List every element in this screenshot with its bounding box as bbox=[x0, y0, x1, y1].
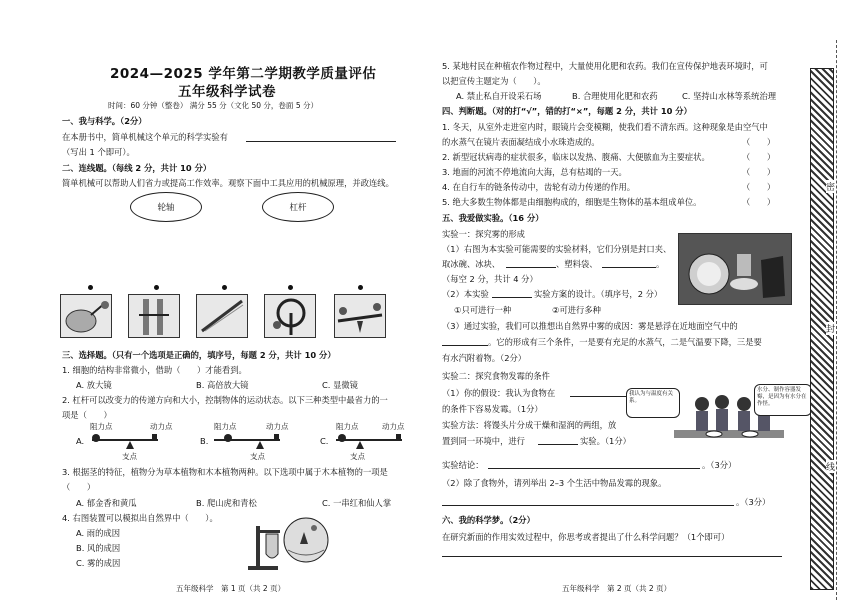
connect-dot[interactable] bbox=[288, 285, 293, 290]
section-3-heading: 三、选择题。（只有一个选项是正确的，填序号，每题 2 分，共计 10 分） bbox=[62, 350, 336, 360]
connect-dot[interactable] bbox=[222, 285, 227, 290]
fog-experiment-photo bbox=[678, 233, 792, 305]
exp2-blank-2[interactable] bbox=[538, 444, 578, 445]
judge-answer-5[interactable]: （ ） bbox=[742, 197, 776, 207]
lever-diagram-a bbox=[90, 432, 160, 450]
judge-answer-2[interactable]: （ ） bbox=[742, 152, 776, 162]
section-2-heading: 二、连线题。（每线 2 分，共计 10 分） bbox=[62, 163, 212, 173]
lever-diagram-b bbox=[212, 432, 282, 450]
q5-option-b[interactable]: B. 合理使用化肥和农药 bbox=[572, 91, 658, 101]
page-2 bbox=[430, 0, 807, 609]
q1-option-b[interactable]: B. 高倍放大镜 bbox=[196, 380, 249, 390]
q5-option-c[interactable]: C. 坚持山水林等系统治理 bbox=[682, 91, 777, 101]
exp1-q2-blank[interactable] bbox=[492, 297, 532, 298]
q5-option-a[interactable]: A. 禁止私自开设采石场 bbox=[456, 91, 542, 101]
judge-item-2: 2. 新型冠状病毒的症状很多，临床以发热、腹痛、大便脓血为主要症状。 bbox=[442, 152, 710, 162]
exp1-blank-2[interactable] bbox=[602, 267, 656, 268]
q3-stem: 3. 根据茎的特征，植物分为草本植物和木本植物两种。以下选项中属于木本植物的一项是 bbox=[62, 467, 388, 477]
s1-answer-line[interactable] bbox=[246, 141, 396, 142]
section-1-heading: 一、我与科学。（2分） bbox=[62, 116, 147, 126]
s1-line1: 在本册书中，简单机械这个单元的科学实验有 bbox=[62, 132, 228, 142]
page-1-footer: 五年级科学 第 1 页（共 2 页） bbox=[176, 584, 286, 593]
oval-wheel-axle[interactable]: 轮轴 bbox=[130, 192, 202, 222]
exp1-title: 实验一：探究雾的形成 bbox=[442, 229, 525, 239]
s6-answer-blank[interactable] bbox=[442, 556, 782, 557]
q1-option-a[interactable]: A. 放大镜 bbox=[76, 380, 112, 390]
q5-stem2: 以把宣传主题定为（ ）。 bbox=[442, 76, 546, 86]
exp2-line4: 置到同一环境中，进行 bbox=[442, 436, 525, 446]
exp1-line2c: 。 bbox=[656, 259, 665, 269]
exp2-line3: 实验方法：将馒头片分成干燥和湿润的两组，放 bbox=[442, 420, 617, 430]
seal-char-3: 线 bbox=[826, 460, 835, 473]
q3-option-c[interactable]: C. 一串红和仙人掌 bbox=[322, 498, 392, 508]
exp1-q3b: 。它的形成有三个条件，一是要有充足的水蒸气，二是气温要下降，三是要 bbox=[488, 337, 762, 347]
speech-bubble-2: 水分、制作容器发霉，是因为有水分在作怪。 bbox=[754, 384, 812, 416]
exam-title: 2024—2025 学年第二学期教学质量评估 bbox=[110, 66, 377, 82]
tool-image-1 bbox=[60, 294, 112, 338]
exp1-line2b: 、塑料袋、 bbox=[556, 259, 598, 269]
section-4-heading: 四、判断题。（对的打“√”，错的打“×”，每题 2 分，共计 10 分） bbox=[442, 106, 692, 116]
exp2-line1: （1）你的假设：我认为食物在 bbox=[442, 388, 556, 398]
connect-dot[interactable] bbox=[88, 285, 93, 290]
q3-option-b[interactable]: B. 爬山虎和青松 bbox=[196, 498, 257, 508]
exp1-line2: 取冰碗、冰块、 bbox=[442, 259, 501, 269]
tool-image-3 bbox=[196, 294, 248, 338]
s1-line2: （写出 1 个即可）。 bbox=[62, 147, 135, 157]
exp2-line5b: 。（3分） bbox=[702, 460, 737, 470]
exp1-q3c: 有水汽附着物。（2分） bbox=[442, 353, 527, 363]
q1-stem: 1. 细胞的结构非常微小，借助（ ）才能看到。 bbox=[62, 365, 247, 375]
binding-dashed-line bbox=[836, 40, 837, 600]
q3-paren: （ ） bbox=[62, 482, 96, 492]
lever-diagram-c bbox=[334, 432, 404, 450]
seal-char-1: 密 bbox=[826, 180, 835, 193]
q2-option-c[interactable]: C. bbox=[320, 436, 329, 446]
lever-b-force-label: 动力点 bbox=[266, 422, 289, 431]
lever-a-force-label: 动力点 bbox=[150, 422, 173, 431]
seal-char-2: 封 bbox=[826, 322, 835, 335]
q2-option-a[interactable]: A. bbox=[76, 436, 85, 446]
judge-answer-3[interactable]: （ ） bbox=[742, 167, 776, 177]
exp1-blank-1[interactable] bbox=[506, 267, 556, 268]
section-6-heading: 六、我的科学梦。（2分） bbox=[442, 515, 535, 525]
judge-item-5: 5. 绝大多数生物体都是由细胞构成的，细胞是生物体的基本组成单位。 bbox=[442, 197, 702, 207]
section-5-heading: 五、我爱做实验。（16 分） bbox=[442, 213, 544, 223]
judge-item-1b: 的水蒸气在镜片表面凝结成小水珠造成的。 bbox=[442, 137, 600, 147]
judge-answer-1[interactable]: （ ） bbox=[742, 137, 776, 147]
judge-item-1a: 1. 冬天，从室外走进室内时，眼镜片会变模糊，使我们看不清东西。这种现象是由空气中 bbox=[442, 122, 768, 132]
q2-stem2: 项是（ ） bbox=[62, 410, 112, 420]
lever-c-force-label: 动力点 bbox=[382, 422, 405, 431]
judge-item-4: 4. 在自行车的链条传动中，齿轮有动力传递的作用。 bbox=[442, 182, 636, 192]
connect-dot[interactable] bbox=[358, 285, 363, 290]
connect-dot[interactable] bbox=[154, 285, 159, 290]
page-2-footer: 五年级科学 第 2 页（共 2 页） bbox=[562, 584, 672, 593]
exp1-option-2[interactable]: ②可进行多种 bbox=[552, 305, 601, 315]
oval-lever[interactable]: 杠杆 bbox=[262, 192, 334, 222]
exp1-q3: （3）通过实验，我们可以推想出自然界中雾的成因：雾是悬浮在近地面空气中的 bbox=[442, 321, 738, 331]
q2-stem: 2. 杠杆可以改变力的传递方向和大小，控制物体的运动状态。以下三种类型中最省力的一 bbox=[62, 395, 388, 405]
q5-stem: 5. 某地村民在种植农作物过程中，大量使用化肥和农药。我们在宣传保护地表环境时，可 bbox=[442, 61, 768, 71]
lever-b-fulcrum-label: 支点 bbox=[250, 452, 265, 461]
exp2-title: 实验二：探究食物发霉的条件 bbox=[442, 371, 550, 381]
exp2-line2: 的条件下容易发霉。（1分） bbox=[442, 404, 543, 414]
s2-text: 简单机械可以帮助人们省力或提高工作效率。观察下面中工具应用的机械原理，并政连线。 bbox=[62, 178, 394, 188]
q1-option-c[interactable]: C. 显微镜 bbox=[322, 380, 358, 390]
exam-info: 时间：60 分钟（整卷） 满分 55 分（文化 50 分，卷面 5 分） bbox=[108, 101, 318, 110]
lever-c-resist-label: 阻力点 bbox=[336, 422, 359, 431]
lever-a-resist-label: 阻力点 bbox=[90, 422, 113, 431]
q4-option-a[interactable]: A. 雨的成因 bbox=[76, 528, 120, 538]
q4-stem: 4. 右图装置可以模拟出自然界中（ ）。 bbox=[62, 513, 218, 523]
tool-image-2 bbox=[128, 294, 180, 338]
exam-subtitle: 五年级科学试卷 bbox=[178, 84, 276, 100]
s6-text: 在研究新面的作用实效过程中，你思考或者提出了什么科学问题？（1个即可） bbox=[442, 532, 730, 542]
exp1-q2b: 实验方案的设计。（填序号，2 分） bbox=[534, 289, 663, 299]
exp2-q2: （2）除了食物外，请列举出 2–3 个生活中物品发霉的现象。 bbox=[442, 478, 667, 488]
exp1-option-1[interactable]: ①只可进行一种 bbox=[454, 305, 512, 315]
tool-image-5 bbox=[334, 294, 386, 338]
lever-c-fulcrum-label: 支点 bbox=[350, 452, 365, 461]
exp1-q3-blank[interactable] bbox=[442, 345, 488, 346]
q4-option-c[interactable]: C. 雾的成因 bbox=[76, 558, 121, 568]
lever-a-fulcrum-label: 支点 bbox=[122, 452, 137, 461]
tool-image-4 bbox=[264, 294, 316, 338]
q3-option-a[interactable]: A. 郁金香和黄瓜 bbox=[76, 498, 137, 508]
exp2-line4b: 实验。（1分） bbox=[580, 436, 631, 446]
lever-b-resist-label: 阻力点 bbox=[214, 422, 237, 431]
evaporation-apparatus-image bbox=[248, 510, 330, 572]
exp2-blank-1[interactable] bbox=[570, 396, 630, 397]
exp2-conclusion-blank[interactable] bbox=[488, 468, 700, 469]
exp1-q2: （2）本实验 bbox=[442, 289, 489, 299]
exp2-q2b: 。（3分） bbox=[736, 497, 771, 507]
judge-answer-4[interactable]: （ ） bbox=[742, 182, 776, 192]
exp1-score: （每空 2 分，共计 4 分） bbox=[442, 274, 538, 284]
exp1-line1: （1）右图为本实验可能需要的实验材料，它们分别是封口夹、 bbox=[442, 244, 672, 254]
exp2-line5: 实验结论： bbox=[442, 460, 484, 470]
speech-bubble-1: 我认为与温度有关系。 bbox=[626, 388, 680, 418]
q4-option-b[interactable]: B. 风的成因 bbox=[76, 543, 121, 553]
q2-option-b[interactable]: B. bbox=[200, 436, 209, 446]
judge-item-3: 3. 地面的河流不停地流向大海，总有枯竭的一天。 bbox=[442, 167, 627, 177]
exp2-q2-blank[interactable] bbox=[442, 505, 734, 506]
